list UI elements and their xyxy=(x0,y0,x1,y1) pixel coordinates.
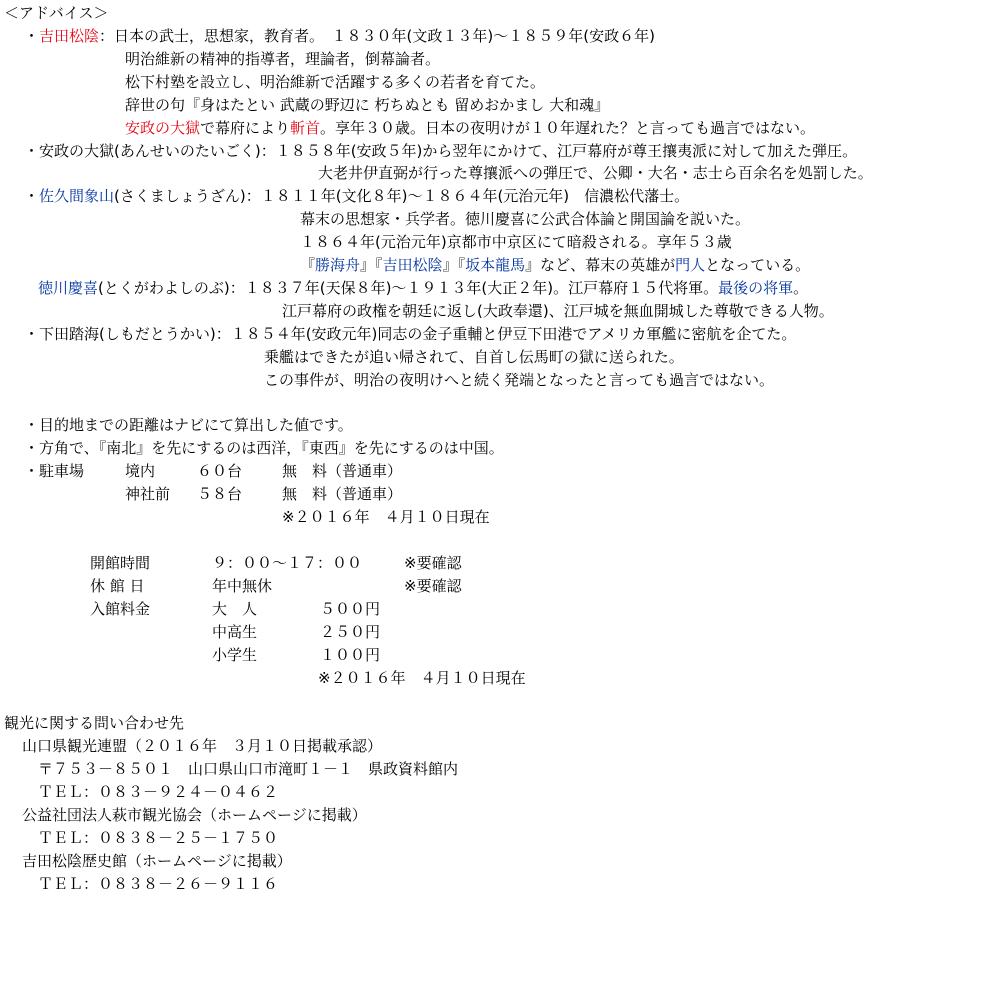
shoin-line-4: 辞世の句『身はたとい 武蔵の野辺に 朽ちぬとも 留めおかまし 大和魂』 xyxy=(125,96,610,114)
last-shogun-highlight: 最後の将軍 xyxy=(718,279,794,297)
ryoma-name: 坂本龍馬 xyxy=(465,256,526,274)
closed-label: 休 館 日 xyxy=(90,577,145,595)
bullet: ・ xyxy=(24,187,40,205)
shoin-line-3: 松下村塾を設立し、明治維新で活躍する多くの若者を育てた。 xyxy=(125,73,546,91)
fee-label: 入館料金 xyxy=(90,600,151,618)
contact-org-3-tel: ＴＥＬ：０８３８－２６－９１１６ xyxy=(38,875,279,893)
voyage-line-3: この事件が、明治の夜明けへと続く発端となったと言っても過言ではない。 xyxy=(264,371,775,389)
parking-label: ・駐車場 xyxy=(24,462,85,480)
contact-org-1-address: 〒７５３－８５０１ 山口県山口市滝町１－１ 県政資料館内 xyxy=(38,760,459,778)
voyage-line-2: 乗艦はできたが追い帰されて、自首し伝馬町の獄に送られた。 xyxy=(264,348,684,366)
shoin-name: 吉田松陰 xyxy=(39,27,100,45)
beheading-highlight: 斬首 xyxy=(290,119,321,137)
shozan-summary: (さくましょうざん)：１８１１年(文化８年)～１８６４年(元治元年) 信濃松代藩士。 xyxy=(114,187,690,205)
shoin-summary: ：日本の武士，思想家，教育者。 １８３０年(文政１３年)～１８５９年(安政６年) xyxy=(99,27,655,45)
fee-who: 中高生 xyxy=(212,623,258,641)
yoshinobu-line-1 xyxy=(38,277,808,300)
closed-value: 年中無休 xyxy=(212,577,273,595)
yoshinobu-summary: (とくがわよしのぶ)：１８３７年(天保８年)～１９１３年(大正２年)。江戸幕府１５代将軍。 xyxy=(98,279,719,297)
ansei-line-1: ・安政の大獄(あんせいのたいごく)：１８５８年(安政５年)から翌年にかけて、江戸幕府が尊王攘夷派に対して加えた弾圧。 xyxy=(24,142,858,160)
contact-org-2-tel: ＴＥＬ：０８３８－２５－１７５０ xyxy=(38,829,279,847)
monjin-highlight: 門人 xyxy=(675,256,706,274)
note-distance: ・目的地までの距離はナビにて算出した値です。 xyxy=(24,416,353,434)
parking-place: 神社前 xyxy=(125,485,171,503)
yoshinobu-line-2: 江戸幕府の政権を朝廷に返し(大政奉還)、江戸城を無血開城した尊敬できる人物。 xyxy=(282,302,834,320)
museum-asof: ※２０１６年 ４月１０日現在 xyxy=(318,669,526,687)
closed-note: ※要確認 xyxy=(404,577,462,595)
parking-count: ５８台 xyxy=(197,485,243,503)
ansei-purge-highlight: 安政の大獄 xyxy=(125,119,201,137)
shoin-name-link: 吉田松陰 xyxy=(382,256,443,274)
contact-org-1: 山口県観光連盟（２０１６年 ３月１０日掲載承認） xyxy=(22,737,383,755)
yoshinobu-name: 徳川慶喜 xyxy=(38,279,99,297)
parking-place: 境内 xyxy=(125,462,156,480)
shozan-line-3: １８６４年(元治元年)京都市中京区にて暗殺される。享年５３歳 xyxy=(300,233,732,251)
text: 。享年３０歳。日本の夜明けが１０年遅れた？と言っても過言ではない。 xyxy=(320,119,816,137)
shoin-line-1 xyxy=(24,25,655,48)
hours-label: 開館時間 xyxy=(90,554,151,572)
contact-org-1-tel: ＴＥＬ：０８３－９２４－０４６２ xyxy=(38,783,279,801)
ansei-line-2: 大老井伊直弼が行った尊攘派への弾圧で、公卿・大名・志士ら百余名を処罰した。 xyxy=(318,164,873,182)
shoin-line-2: 明治維新の精神的指導者，理論者，倒幕論者。 xyxy=(125,50,441,68)
shozan-line-4 xyxy=(300,254,810,277)
shozan-line-2: 幕末の思想家・兵学者。徳川慶喜に公武合体論と開国論を説いた。 xyxy=(300,210,751,228)
parking-fee: 無 料（普通車） xyxy=(282,485,403,503)
contact-org-2: 公益社団法人萩市観光協会（ホームページに掲載） xyxy=(22,806,367,824)
voyage-line-1: ・下田踏海(しもだとうかい)：１８５４年(安政元年)同志の金子重輔と伊豆下田港でアメリカ軍艦に密航を企てた。 xyxy=(24,325,797,343)
hours-note: ※要確認 xyxy=(404,554,462,572)
shozan-name: 佐久間象山 xyxy=(39,187,115,205)
fee-who: 小学生 xyxy=(212,646,258,664)
parking-fee: 無 料（普通車） xyxy=(282,462,403,480)
fee-price: １００円 xyxy=(320,646,381,664)
fee-who: 大 人 xyxy=(212,600,258,618)
fee-price: ２５０円 xyxy=(320,623,381,641)
text: で幕府により xyxy=(200,119,291,137)
text: 『 xyxy=(300,256,316,274)
parking-asof: ※２０１６年 ４月１０日現在 xyxy=(282,508,490,526)
text: となっている。 xyxy=(705,256,811,274)
advice-heading: ＜アドバイス＞ xyxy=(4,4,109,22)
text: 。 xyxy=(793,279,809,297)
shoin-line-5 xyxy=(125,117,815,140)
kaishu-name: 勝海舟 xyxy=(315,256,361,274)
hours-value: ９：００～１７：００ xyxy=(212,554,363,572)
contact-org-3: 吉田松陰歴史館（ホームページに掲載） xyxy=(22,852,292,870)
text: 』など、幕末の英雄が xyxy=(525,256,676,274)
text: 』『 xyxy=(442,256,466,274)
fee-price: ５００円 xyxy=(320,600,381,618)
note-direction: ・方角で、『南北』を先にするのは西洋，『東西』を先にするのは中国。 xyxy=(24,439,504,457)
shozan-line-1 xyxy=(24,185,689,208)
parking-count: ６０台 xyxy=(197,462,243,480)
contact-heading: 観光に関する問い合わせ先 xyxy=(4,714,185,732)
bullet: ・ xyxy=(24,27,40,45)
text: 』『 xyxy=(360,256,383,274)
